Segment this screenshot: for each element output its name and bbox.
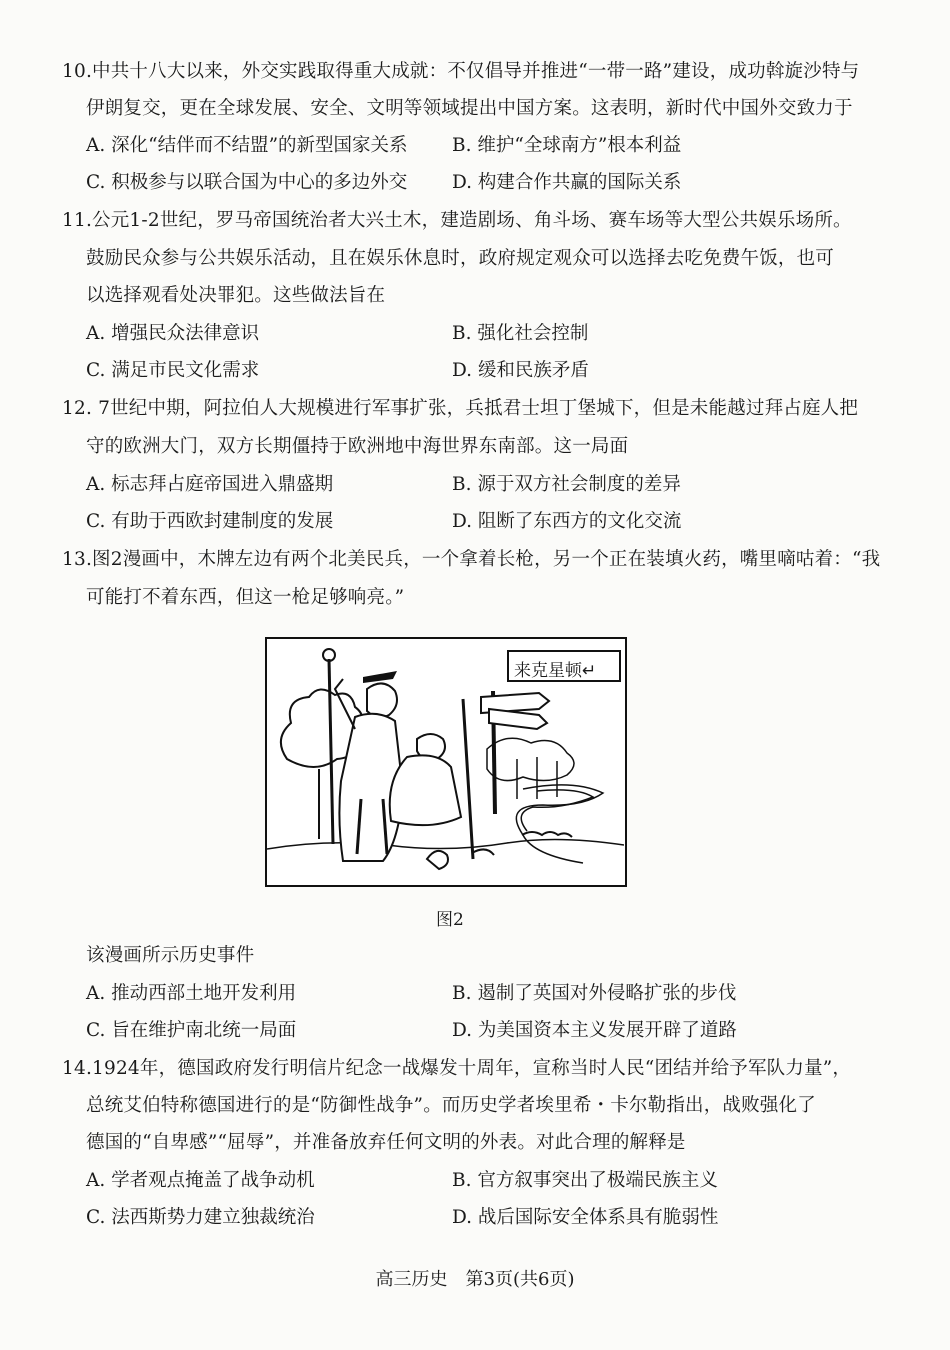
- q14-option-d: D. 战后国际安全体系具有脆弱性: [452, 1207, 719, 1228]
- q13-stem-line-2: 可能打不着东西，但这一枪足够响亮。”: [86, 587, 405, 608]
- cartoon-figure: [265, 637, 627, 887]
- q11-stem-line-1: 11.公元1-2世纪，罗马帝国统治者大兴土木，建造剧场、角斗场、赛车场等大型公共娱乐场所。: [62, 210, 852, 231]
- q12-option-d: D. 阻断了东西方的文化交流: [452, 511, 682, 532]
- q13-after-line: 该漫画所示历史事件: [86, 945, 255, 966]
- q13-option-b: B. 遏制了英国对外侵略扩张的步伐: [452, 983, 737, 1004]
- q11-option-d: D. 缓和民族矛盾: [452, 360, 589, 381]
- q10-option-b: B. 维护“全球南方”根本利益: [452, 135, 682, 156]
- q14-stem-line-3: 德国的“自卑感”“屈辱”，并准备放弃任何文明的外表。对此合理的解释是: [86, 1132, 686, 1153]
- q13-option-d: D. 为美国资本主义发展开辟了道路: [452, 1020, 737, 1041]
- q10-option-c: C. 积极参与以联合国为中心的多边外交: [86, 172, 408, 193]
- q12-stem-line-2: 守的欧洲大门，双方长期僵持于欧洲地中海世界东南部。这一局面: [86, 436, 629, 457]
- q12-option-c: C. 有助于西欧封建制度的发展: [86, 511, 334, 532]
- figure-caption: 图2: [436, 910, 464, 930]
- q10-stem-line-2: 伊朗复交，更在全球发展、安全、文明等领域提出中国方案。这表明，新时代中国外交致力于: [86, 98, 853, 119]
- q11-stem-line-2: 鼓励民众参与公共娱乐活动，且在娱乐休息时，政府规定观众可以选择去吃免费午饭，也可: [86, 248, 835, 269]
- q10-stem-line-1: 10.中共十八大以来，外交实践取得重大成就：不仅倡导并推进“一带一路”建设，成功斡旋沙特与: [62, 61, 860, 82]
- q13-option-c: C. 旨在维护南北统一局面: [86, 1020, 297, 1041]
- q14-stem-line-2: 总统艾伯特称德国进行的是“防御性战争”。而历史学者埃里希・卡尔勒指出，战败强化了: [86, 1095, 816, 1116]
- q10-option-d: D. 构建合作共赢的国际关系: [452, 172, 682, 193]
- q11-stem-line-3: 以选择观看处决罪犯。这些做法旨在: [86, 285, 386, 306]
- q13-option-a: A. 推动西部土地开发利用: [86, 983, 297, 1004]
- q14-option-b: B. 官方叙事突出了极端民族主义: [452, 1170, 718, 1191]
- q13-stem-line-1: 13.图2漫画中，木牌左边有两个北美民兵，一个拿着长枪，另一个正在装填火药，嘴里嘀咕着：“我: [62, 549, 881, 570]
- q12-option-b: B. 源于双方社会制度的差异: [452, 474, 681, 495]
- q14-stem-line-1: 14.1924年，德国政府发行明信片纪念一战爆发十周年，宣称当时人民“团结并给予军队力量”，: [62, 1058, 852, 1079]
- q10-option-a: A. 深化“结伴而不结盟”的新型国家关系: [86, 135, 408, 156]
- q11-option-c: C. 满足市民文化需求: [86, 360, 260, 381]
- q14-option-a: A. 学者观点掩盖了战争动机: [86, 1170, 315, 1191]
- page-footer: 高三历史 第3页(共6页): [375, 1269, 575, 1290]
- q11-option-b: B. 强化社会控制: [452, 323, 589, 344]
- q11-option-a: A. 增强民众法律意识: [86, 323, 260, 344]
- q14-option-c: C. 法西斯势力建立独裁统治: [86, 1207, 315, 1228]
- q12-option-a: A. 标志拜占庭帝国进入鼎盛期: [86, 474, 334, 495]
- signpost-label: 来克星顿↵: [514, 661, 597, 681]
- q12-stem-line-1: 12. 7世纪中期，阿拉伯人大规模进行军事扩张，兵抵君士坦丁堡城下，但是未能越过拜占庭人把: [62, 398, 859, 419]
